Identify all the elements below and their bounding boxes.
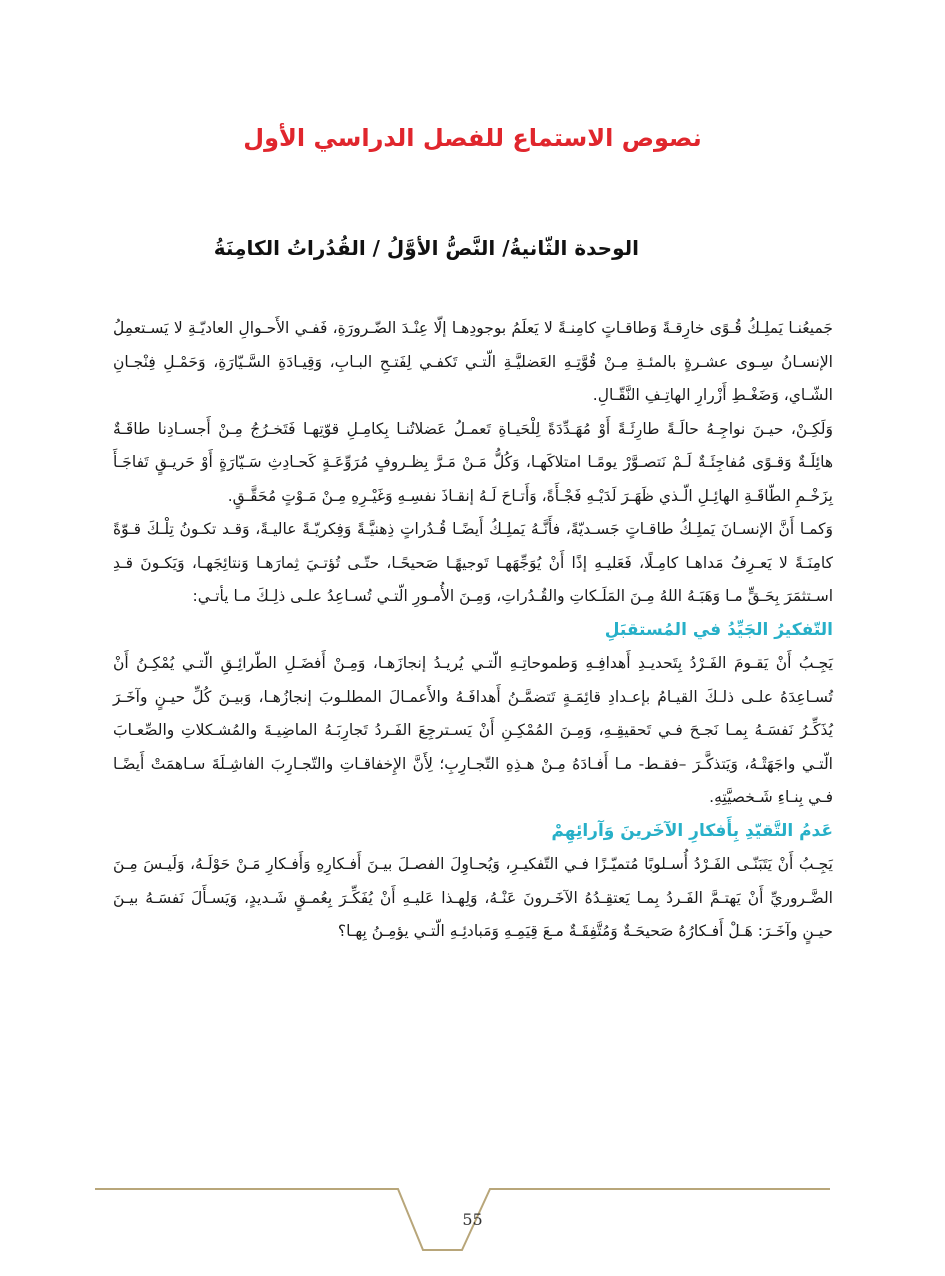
unit-title: الوحدة الثّانيةُ/ النَّصُّ الأوَّلُ / القُدُراتُ الكامِنَةُ (213, 236, 639, 260)
paragraph: جَميعُنـا يَملِـكُ قُـوًى خارِقـةً وَطاقـاتٍ كامِنـةً لا يَعلَمُ بوجودِهـا إلّا عِنْـدَ الضّـرورَةِ، فَفـي الأَحـوالِ العاديّـةِ لا يَسـتعمِلُ الإنسـانُ سِـوى عشـرةٍ بالمئـةِ مِـنْ قُوَّتِـهِ العَضليَّـةِ الّتـي تَكفـي لِفَتـحِ البـابِ، وَقِيـادَةِ السَّـيّارَةِ، وَحَمْـلِ فِنْجـانِ الشّـاي، وَضَغْـطِ أَزْرارِ الهاتِـفِ النَّقّـالِ. (113, 319, 833, 404)
page-title: نصوص الاستماع للفصل الدراسي الأول (243, 124, 702, 152)
body-text (113, 312, 833, 949)
paragraph: وَكمـا أَنَّ الإنسـانَ يَملِـكُ طاقـاتٍ جَسـديّةً، فأَنَّـهُ يَملِـكُ أَيضًـا قُـدُراتٍ ذِهنيَّـةً وَفِكريّـةً عاليـةً، وَقـد تكـونُ تِلْـكَ قـوّةً كامِنَـةً لا يَعـرِفُ مَداهـا كامِـلًا، فَعَليـهِ إذًا أَنْ يُوَجِّهَهـا تَوجيهًـا صَحيحًـا، حتّـى تُؤتـيَ ثِمارَهـا وَنتائِجَهـا، وَيَكـونَ قـدِ اسـتثمَرَ بِحَـقٍّ مـا وَهَبَـهُ اللهُ مِـنَ المَلَـكاتِ والقُـدُراتِ، وَمِـنَ الأُمـورِ الّتـي تُسـاعِدُ علـى ذلِـكَ مـا يأتـي: (113, 520, 833, 605)
section-heading: التّفكيرُ الجَيِّدُ في المُستقبَلِ (604, 619, 833, 640)
paragraph: يَجِـبُ أَنْ يَتَبَنّـى الفَـرْدُ أُسـلوبًا مُتميّـزًا فـي التّفكيـرِ، وَيُحـاوِلَ الفصـلَ بيـنَ أَفـكارِهِ وَأَفـكارِ مَـنْ حَوْلَـهُ، وَلَيـسَ مِـنَ الضَّـروريِّ أَنْ يَهتـمَّ الفَـردُ بِمـا يَعتقِـدُهُ الآخَـرونَ عَنْـهُ، وَلِهـذا عَليـهِ أَنْ يُفَكِّـرَ بِعُمـقٍ شَـديدٍ، وَيَسـأَلَ نَفسَـهُ بيـنَ حيـنٍ وآخَـرَ: هَـلْ أَفـكارُهُ صَحيحَـةٌ وَمُتَّفِقَـةٌ مـعَ قِيَمِـهِ وَمَبادئِـهِ الّتـي يؤمِـنُ بِهـا؟ (113, 855, 833, 940)
footer-rule (0, 1186, 945, 1276)
paragraph: وَلَكِـنْ، حيـنَ نواجِـهُ حالَـةً طارِئَـةً أَوْ مُهَـدِّدَةً لِلْحَيـاةِ تَعمـلُ عَضلاتُنـا بِكامِـلِ قوّتِهـا فَتَخـرُجُ مِـنْ أَجسـادِنا طاقَـةٌ هائِلَـةٌ وَقـوًى مُفاجِئَـةٌ لَـمْ نَتصـوَّرْ يومًـا امتلاكَهـا، وَكُلُّ مَـنْ مَـرَّ بِظـروفٍ مُرَوِّعَـةٍ كَحـادِثِ سَـيّارَةٍ أَوْ حَريـقٍ تَفاجَـأَ بِزَخْـمِ الطّاقَـةِ الهائِـلِ الّـذي ظَهَـرَ لَدَيْـهِ فَجْـأَةً، وَأَتـاحَ لَـهُ إنقـاذَ نفسِـهِ وَغَيْـرِهِ مِـنْ مَـوْتٍ مُحَقَّـقٍ. (113, 419, 833, 505)
page-number: 55 (462, 1210, 483, 1229)
paragraph: يَجِـبُ أَنْ يَقـومَ الفَـرْدُ بِتَحديـدِ أَهدافِـهِ وَطموحاتِـهِ الّتـي يُريـدُ إنجازَهـا، وَمِـنْ أَفضَـلِ الطّرائِـقِ الّتـي يُمْكِـنُ أَنْ تُسـاعِدَهُ علـى ذلـكَ القيـامُ بإعـدادِ قائِمَـةٍ تَتضمَّـنُ أَهدافَـهُ والأَعمـالَ المطلـوبَ إنجازُهـا، وَبيـنَ كُلِّ حيـنٍ وآخَـرَ يُذَكِّـرُ نَفسَـهُ بِمـا نَجـحَ فـي تَحقيقِـهِ، وَمِـنَ المُمْكِـنِ أَنْ يَسـترجِعَ الفَـردُ تَجارِبَـهُ الماضِيـةَ والمُشـكلاتِ والصِّعـابَ الّتـي واجَهَتْـهُ، وَيَتذكَّـرَ –فقـط- مـا أَفـادَهُ مِـنْ هـذِهِ التّجـارِبِ؛ لِأَنَّ الإِخفاقـاتِ والتّجـارِبَ الفاشِـلَةَ سـاهمَتْ أَيضًـا فـي بِنـاءِ شَـخصيَّتِهِ. (113, 654, 833, 806)
section-heading: عَدمُ التَّقيّدِ بِأَفكارِ الآخَرينَ وَآرائِهِمْ (551, 820, 833, 841)
